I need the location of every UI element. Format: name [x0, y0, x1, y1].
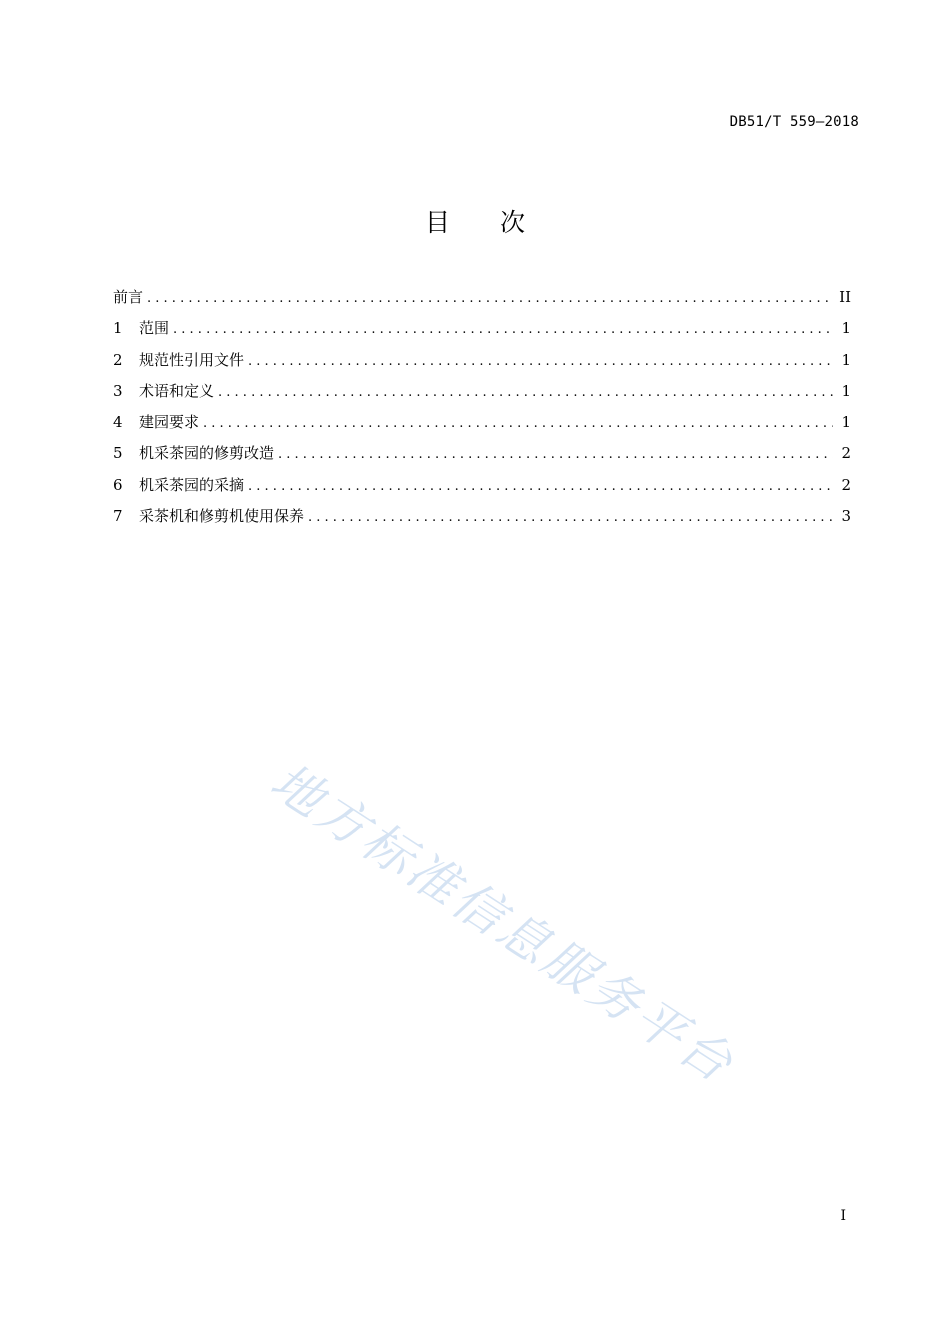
toc-entry-title: 采茶机和修剪机使用保养: [139, 507, 305, 526]
toc-entry-page: II: [839, 288, 851, 306]
toc-dot-leader: [248, 350, 833, 374]
toc-dot-leader: [173, 318, 833, 342]
toc-entry-scope[interactable]: [113, 316, 851, 347]
toc-title: [0, 206, 950, 240]
toc-entry-normative-references[interactable]: [113, 348, 851, 379]
toc-entry-title: 机采茶园的修剪改造: [139, 444, 275, 463]
toc-entry-title: 规范性引用文件: [139, 350, 245, 369]
table-of-contents: [113, 285, 851, 535]
toc-entry-number: 2: [113, 350, 123, 369]
toc-entry-page: 1: [841, 413, 851, 432]
toc-entry-title: 前言: [113, 288, 144, 306]
toc-entry-title: 建园要求: [139, 413, 200, 432]
toc-entry-page: 1: [841, 350, 851, 369]
toc-entry-page: 2: [841, 475, 851, 494]
toc-entry-foreword[interactable]: [113, 285, 851, 316]
document-code: DB51/T 559—2018: [729, 114, 859, 130]
toc-entry-number: 6: [113, 475, 123, 494]
toc-entry-terms-definitions[interactable]: [113, 379, 851, 410]
toc-dot-leader: [203, 412, 833, 436]
toc-entry-number: 7: [113, 507, 123, 526]
toc-entry-number: 4: [113, 413, 123, 432]
toc-entry-garden-requirements[interactable]: [113, 410, 851, 441]
watermark: 地方标准信息服务平台: [260, 751, 746, 1095]
page-number: I: [840, 1208, 846, 1224]
toc-entry-number: 3: [113, 381, 123, 400]
toc-dot-leader: [278, 443, 833, 467]
toc-dot-leader: [218, 381, 833, 405]
toc-entry-title: 范围: [139, 319, 170, 338]
toc-entry-plucking[interactable]: [113, 473, 851, 504]
toc-entry-pruning-renovation[interactable]: [113, 441, 851, 472]
toc-entry-number: 5: [113, 444, 123, 463]
toc-entry-page: 3: [841, 507, 851, 526]
toc-entry-page: 1: [841, 381, 851, 400]
toc-entry-page: 2: [841, 444, 851, 463]
toc-entry-title: 机采茶园的采摘: [139, 475, 245, 494]
toc-dot-leader: [308, 506, 833, 530]
toc-title-char-1: 目: [424, 208, 450, 237]
toc-entry-machine-maintenance[interactable]: [113, 504, 851, 535]
toc-dot-leader: [147, 287, 831, 311]
toc-entry-number: 1: [113, 319, 123, 338]
toc-entry-page: 1: [841, 319, 851, 338]
toc-dot-leader: [248, 475, 833, 499]
toc-entry-title: 术语和定义: [139, 381, 215, 400]
toc-title-char-2: 次: [500, 208, 526, 237]
